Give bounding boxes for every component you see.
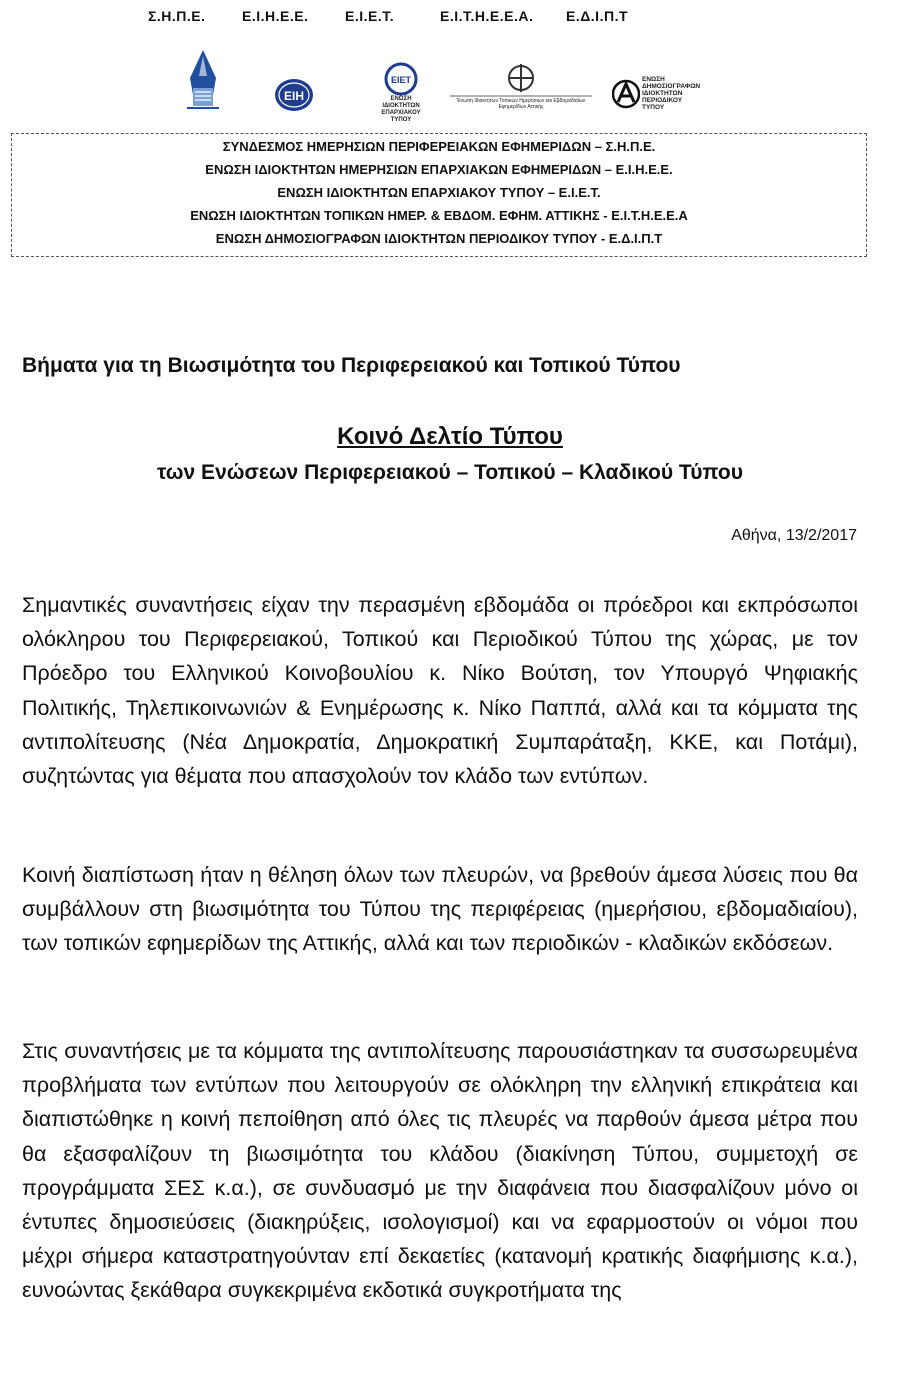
- abbr-eihee: Ε.Ι.Η.Ε.Ε.: [242, 8, 309, 24]
- body-paragraph-2: [22, 858, 858, 961]
- eihee-logo-text: ΕΙΗ: [283, 89, 305, 103]
- shpe-logo-icon: [183, 48, 223, 112]
- document-subject: Βήματα για τη Βιωσιμότητα του Περιφερειακού και Τοπικού Τύπου: [22, 354, 681, 377]
- body-paragraph-3: [22, 1034, 858, 1308]
- paragraph-text: Σημαντικές συναντήσεις είχαν την περασμένη εβδομάδα οι πρόεδροι και εκπρόσωποι ολόκληρου του Περιφερειακού, Τοπικού και Περιοδικού Τύπου της χώρας, με τον Πρόεδρο του Ελληνικού Κοινοβουλίου κ. Νίκο Βούτση, τον Υπουργό Ψηφιακής Πολιτικής, Τηλεπικοινωνιών & Ενημέρωσης κ. Νίκο Παππά, αλλά και τα κόμματα της αντιπολίτευσης (Νέα Δημοκρατία, Δημοκρατική Συμπαράταξη, ΚΚΕ, και Ποτάμι), συζητώντας για θέματα που απασχολούν τον κλάδο των εντύπων.: [22, 593, 858, 789]
- edipt-logo-icon: [612, 76, 702, 111]
- paragraph-text: Κοινή διαπίστωση ήταν η θέληση όλων των πλευρών, να βρεθούν άμεσα λύσεις που θα συμβάλλουν στη βιωσιμότητα του Τύπου της περιφέρειας (ημερήσιου, εβδομαδιαίου), των τοπικών εφημερίδων της Αττικής, αλλά και των περιοδικών - κλαδικών εκδόσεων.: [22, 863, 858, 956]
- eitheea-logo-icon: [448, 60, 594, 110]
- body-paragraph-1: [22, 588, 858, 793]
- abbr-edipt: Ε.Δ.Ι.Π.Τ: [566, 8, 629, 24]
- organizations-box: [11, 133, 867, 257]
- abbr-shpe: Σ.Η.Π.Ε.: [148, 8, 206, 24]
- org-line-edipt: ΕΝΩΣΗ ΔΗΜΟΣΙΟΓΡΑΦΩΝ ΙΔΙΟΚΤΗΤΩΝ ΠΕΡΙΟΔΙΚΟΥ ΤΥΠΟΥ - Ε.Δ.Ι.Π.Τ: [215, 231, 663, 246]
- document-title: Κοινό Δελτίο Τύπου: [337, 423, 563, 450]
- document-subtitle: των Ενώσεων Περιφερειακού – Τοπικού – Κλαδικού Τύπου: [157, 461, 743, 484]
- document-date: Αθήνα, 13/2/2017: [731, 527, 857, 544]
- org-line-shpe: ΣΥΝΔΕΣΜΟΣ ΗΜΕΡΗΣΙΩΝ ΠΕΡΙΦΕΡΕΙΑΚΩΝ ΕΦΗΜΕΡΙΔΩΝ – Σ.Η.Π.Ε.: [222, 139, 656, 154]
- org-line-eiet: ΕΝΩΣΗ ΙΔΙΟΚΤΗΤΩΝ ΕΠΑΡΧΙΑΚΟΥ ΤΥΠΟΥ – Ε.Ι.Ε.Τ.: [277, 185, 601, 200]
- eiet-logo-text: ΕΙΕΤ: [390, 75, 412, 85]
- eiet-logo-icon: [378, 62, 424, 124]
- org-line-eihee: ΕΝΩΣΗ ΙΔΙΟΚΤΗΤΩΝ ΗΜΕΡΗΣΙΩΝ ΕΠΑΡΧΙΑΚΩΝ ΕΦΗΜΕΡΙΔΩΝ – Ε.Ι.Η.Ε.Ε.: [205, 162, 673, 177]
- eihee-logo-icon: [274, 78, 314, 112]
- eiet-logo-caption: ΕΝΩΣΗ ΙΔΙΟΚΤΗΤΩΝ ΕΠΑΡΧΙΑΚΟΥ ΤΥΠΟΥ: [381, 96, 421, 123]
- eitheea-logo-caption: Ένωση Ιδιοκτητών Τοπικών Ημερήσιων και Εβδομαδιαίων Εφημερίδων Αττικής: [456, 98, 586, 110]
- org-line-eitheea: ΕΝΩΣΗ ΙΔΙΟΚΤΗΤΩΝ ΤΟΠΙΚΩΝ ΗΜΕΡ. & ΕΒΔΟΜ. ΕΦΗΜ. ΑΤΤΙΚΗΣ - Ε.Ι.Τ.Η.Ε.Ε.Α: [190, 208, 688, 223]
- abbr-eitheea: Ε.Ι.Τ.Η.Ε.Ε.Α.: [440, 8, 534, 24]
- edipt-logo-caption: ΕΝΩΣΗ ΔΗΜΟΣΙΟΓΡΑΦΩΝ ΙΔΙΟΚΤΗΤΩΝ ΠΕΡΙΟΔΙΚΟΥ ΤΥΠΟΥ: [642, 76, 701, 111]
- abbr-eiet: Ε.Ι.Ε.Τ.: [345, 8, 395, 24]
- paragraph-text: Στις συναντήσεις με τα κόμματα της αντιπολίτευσης παρουσιάστηκαν τα συσσωρευμένα προβλήματα των εντύπων που λειτουργούν σε ολόκληρη την ελληνική επικράτεια και διαπιστώθηκε η κοινή πεποίθηση από όλες τις πλευρές να παρθούν άμεσα μέτρα που θα εξασφαλίζουν τη βιωσιμότητα του κλάδου (διακίνηση Τύπου, συμμετοχή σε προγράμματα ΣΕΣ κ.α.), σε συνδυασμό με την διαφάνεια που διασφαλίζουν μόνο οι έντυπες δημοσιεύσεις (διακηρύξεις, ισολογισμοί) και να εφαρμοστούν οι νόμοι που μέχρι σήμερα καταστρατηγούνταν επί δεκαετίες (κατανομή κρατικής διαφήμισης κ.α.), ευνοώντας ξεκάθαρα συγκεκριμένα εκδοτικά συγκροτήματα της: [22, 1039, 858, 1303]
